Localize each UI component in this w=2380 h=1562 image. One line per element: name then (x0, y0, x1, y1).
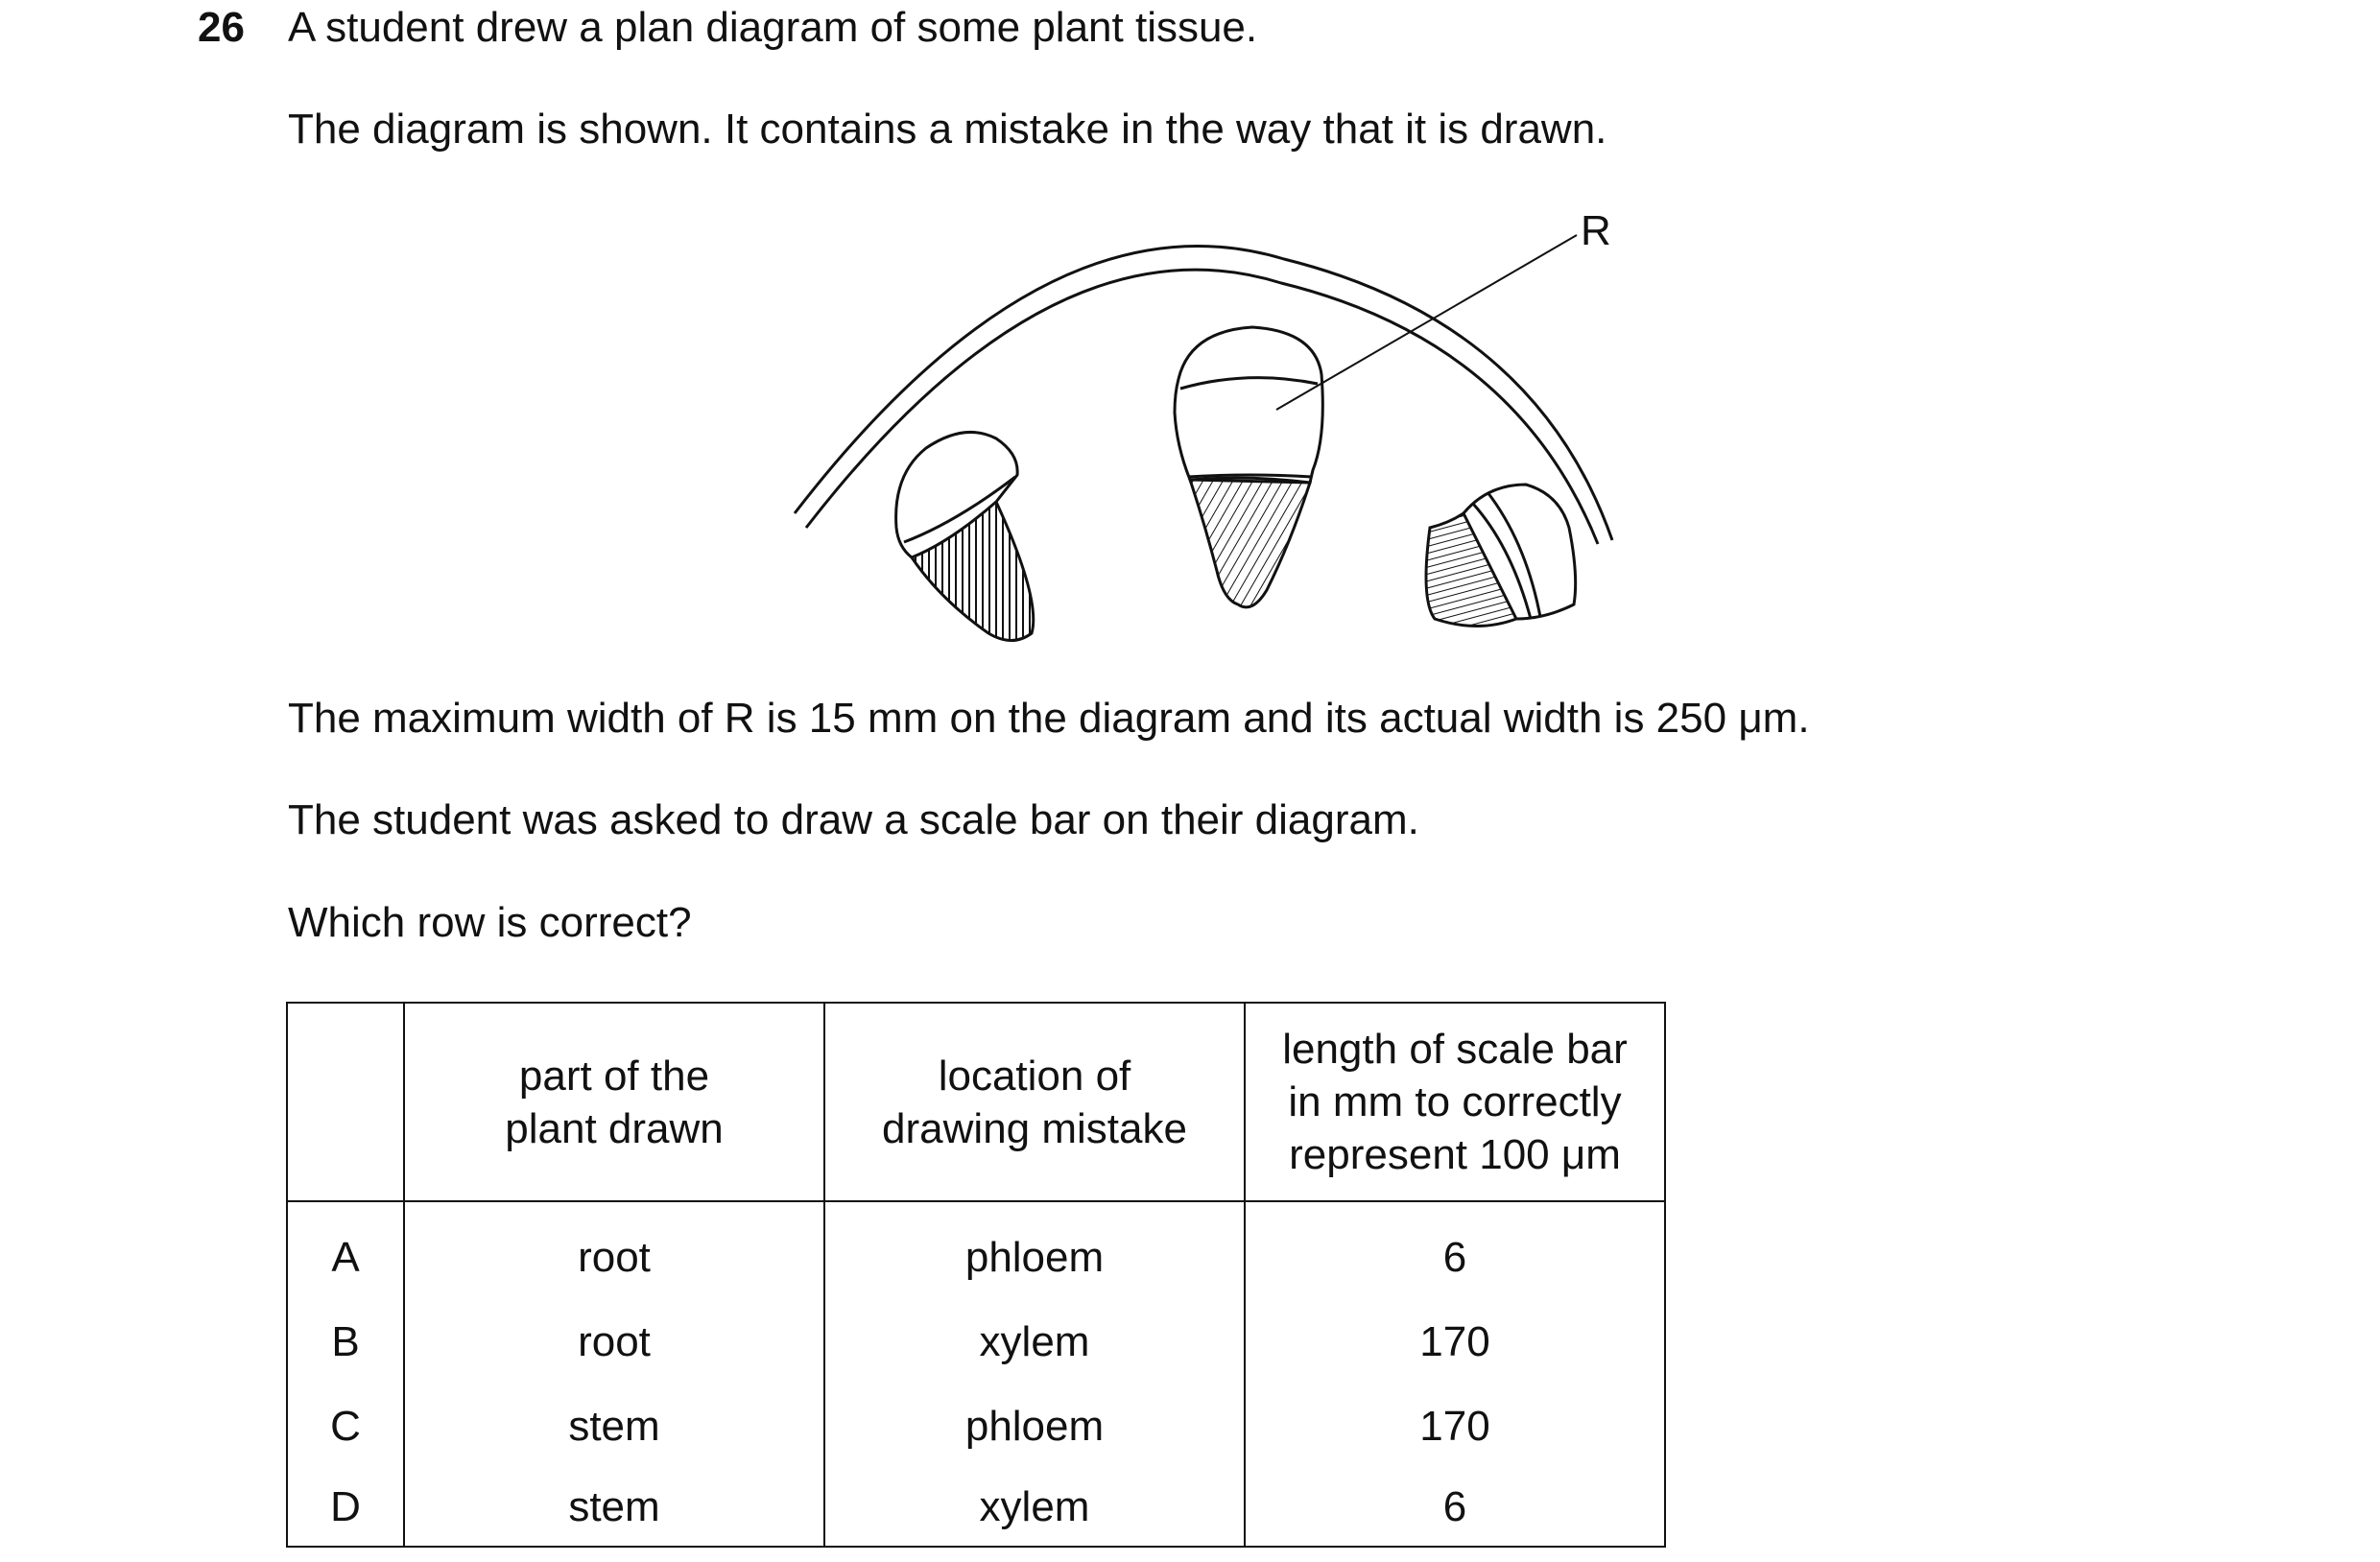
vascular-bundle-middle (1175, 327, 1322, 607)
length-cell: 170 (1245, 1384, 1665, 1469)
prompt-text: Which row is correct? (288, 899, 692, 946)
location-cell: phloem (824, 1384, 1245, 1469)
table-row[interactable] (287, 1300, 1665, 1384)
length-cell: 170 (1245, 1300, 1665, 1384)
diagram-label-r: R (1581, 207, 1611, 254)
header-location-line2: drawing mistake (882, 1104, 1187, 1152)
location-cell: phloem (824, 1201, 1245, 1300)
header-key-cell (287, 1003, 404, 1201)
header-location (824, 1003, 1245, 1201)
label-line-r (1276, 235, 1577, 410)
plant-tissue-diagram (758, 197, 1670, 657)
option-key: A (287, 1201, 404, 1300)
measurement-text: The maximum width of R is 15 mm on the diagram and its actual width is 250 μm. (288, 695, 1810, 742)
part-cell: stem (404, 1469, 824, 1547)
table-row[interactable] (287, 1201, 1665, 1300)
length-cell: 6 (1245, 1201, 1665, 1300)
table-header-row (287, 1003, 1665, 1201)
table-row[interactable] (287, 1384, 1665, 1469)
header-part-line1: part of the (518, 1052, 710, 1100)
part-cell: root (404, 1300, 824, 1384)
header-location-line1: location of (938, 1052, 1131, 1100)
header-length-line2: in mm to correctly (1288, 1078, 1622, 1125)
answer-table (286, 1002, 1666, 1548)
header-part (404, 1003, 824, 1201)
location-cell: xylem (824, 1300, 1245, 1384)
length-cell: 6 (1245, 1469, 1665, 1547)
question-number: 26 (198, 4, 245, 51)
header-length-line3: represent 100 μm (1289, 1131, 1621, 1178)
header-part-line2: plant drawn (505, 1104, 724, 1152)
diagram-note: The diagram is shown. It contains a mistake in the way that it is drawn. (288, 106, 1607, 153)
header-length-line1: length of scale bar (1282, 1026, 1628, 1073)
option-key: B (287, 1300, 404, 1384)
location-cell: xylem (824, 1469, 1245, 1547)
table-row[interactable] (287, 1469, 1665, 1547)
vascular-bundle-right (1426, 485, 1576, 627)
vascular-bundle-left (896, 432, 1034, 640)
header-length (1245, 1003, 1665, 1201)
option-key: C (287, 1384, 404, 1469)
part-cell: stem (404, 1384, 824, 1469)
option-key: D (287, 1469, 404, 1547)
question-intro: A student drew a plan diagram of some plant tissue. (288, 4, 1258, 51)
task-text: The student was asked to draw a scale bar on their diagram. (288, 796, 1419, 843)
part-cell: root (404, 1201, 824, 1300)
